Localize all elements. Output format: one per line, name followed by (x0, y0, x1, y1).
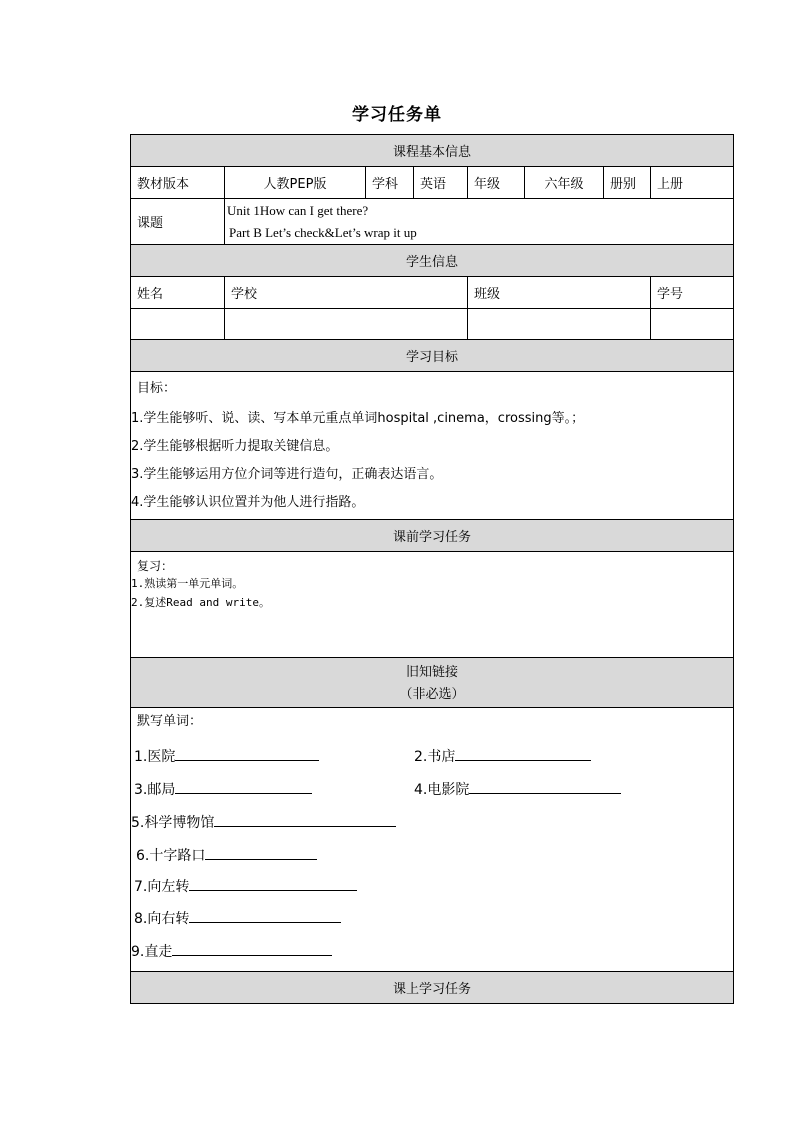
dictation-word: 8.向右转 (134, 911, 190, 927)
answer-blank[interactable] (214, 812, 396, 827)
dictation-item (131, 941, 332, 961)
dictation-item (414, 779, 621, 799)
page-title: 学习任务单 (352, 105, 442, 125)
prior-knowledge-content (131, 708, 734, 972)
goals-item: 1.学生能够听、说、读、写本单元重点单词hospital ,cinema，crossing等。； (131, 411, 585, 426)
preclass-header: 课前学习任务 (131, 520, 734, 552)
topic-value (225, 199, 734, 245)
dictation-item (136, 845, 317, 865)
dictation-word: 1.医院 (134, 749, 176, 765)
answer-blank[interactable] (455, 746, 591, 761)
goals-content (131, 372, 734, 520)
prior-knowledge-header (131, 658, 734, 708)
name-label: 姓名 (131, 277, 225, 309)
student-info-header: 学生信息 (131, 245, 734, 277)
preclass-content (131, 552, 734, 658)
dictation-word: 7.向左转 (134, 879, 190, 895)
dictation-item (134, 876, 357, 896)
prior-knowledge-title: 旧知链接 (406, 664, 459, 680)
dictation-word: 3.邮局 (134, 782, 176, 798)
prior-knowledge-header-row (131, 658, 734, 708)
class-field[interactable] (468, 309, 651, 340)
answer-blank[interactable] (175, 746, 319, 761)
class-label: 班级 (468, 277, 651, 309)
goals-item: 3.学生能够运用方位介词等进行造句，正确表达语言。 (131, 467, 443, 482)
inclass-header: 课上学习任务 (131, 972, 734, 1004)
grade-label: 年级 (468, 167, 525, 199)
answer-blank[interactable] (172, 941, 332, 956)
name-field[interactable] (131, 309, 225, 340)
dictation-item (414, 746, 591, 766)
goals-content-row (131, 372, 734, 520)
preclass-content-row (131, 552, 734, 658)
prior-knowledge-content-row (131, 708, 734, 972)
task-sheet-table (130, 134, 734, 1004)
dictation-word: 4.电影院 (414, 782, 470, 798)
preclass-header-row (131, 520, 734, 552)
dictation-word: 6.十字路口 (136, 848, 206, 864)
course-info-header-row (131, 135, 734, 167)
goals-intro: 目标： (137, 381, 177, 396)
dictation-item (134, 908, 341, 928)
dictation-item (134, 779, 312, 799)
answer-blank[interactable] (175, 779, 312, 794)
dictation-word: 9.直走 (131, 944, 173, 960)
goals-header: 学习目标 (131, 340, 734, 372)
goals-item: 4.学生能够认识位置并为他人进行指路。 (131, 495, 365, 510)
topic-line-2: Part B Let’s check&Let’s wrap it up (229, 224, 417, 240)
dictation-word: 2.书店 (414, 749, 456, 765)
dictation-item (131, 812, 396, 832)
answer-blank[interactable] (189, 876, 357, 891)
grade-value: 六年级 (525, 167, 604, 199)
student-id-field[interactable] (651, 309, 734, 340)
student-info-input-row (131, 309, 734, 340)
student-id-label: 学号 (651, 277, 734, 309)
topic-line-1: Unit 1How can I get there? (227, 202, 369, 218)
student-info-labels-row (131, 277, 734, 309)
inclass-header-row (131, 972, 734, 1004)
goals-header-row (131, 340, 734, 372)
dictation-word: 5.科学博物馆 (131, 815, 215, 831)
school-field[interactable] (225, 309, 468, 340)
volume-label: 册别 (604, 167, 651, 199)
answer-blank[interactable] (205, 845, 317, 860)
dictation-item (134, 746, 319, 766)
student-info-header-row (131, 245, 734, 277)
goals-item: 2.学生能够根据听力提取关键信息。 (131, 439, 339, 454)
preclass-intro: 复习： (137, 559, 174, 573)
topic-label: 课题 (131, 199, 225, 245)
subject-label: 学科 (366, 167, 414, 199)
volume-value: 上册 (651, 167, 734, 199)
textbook-value: 人教PEP版 (225, 167, 366, 199)
preclass-item: 2.复述Read and write。 (131, 596, 270, 609)
course-info-header: 课程基本信息 (131, 135, 734, 167)
school-label: 学校 (225, 277, 468, 309)
subject-value: 英语 (414, 167, 468, 199)
answer-blank[interactable] (189, 908, 341, 923)
prior-knowledge-subtitle: （非必选） (399, 686, 465, 702)
answer-blank[interactable] (469, 779, 621, 794)
dictation-intro: 默写单词： (137, 714, 203, 729)
preclass-item: 1.熟读第一单元单词。 (131, 577, 244, 590)
course-info-row (131, 167, 734, 199)
textbook-label: 教材版本 (131, 167, 225, 199)
topic-row (131, 199, 734, 245)
